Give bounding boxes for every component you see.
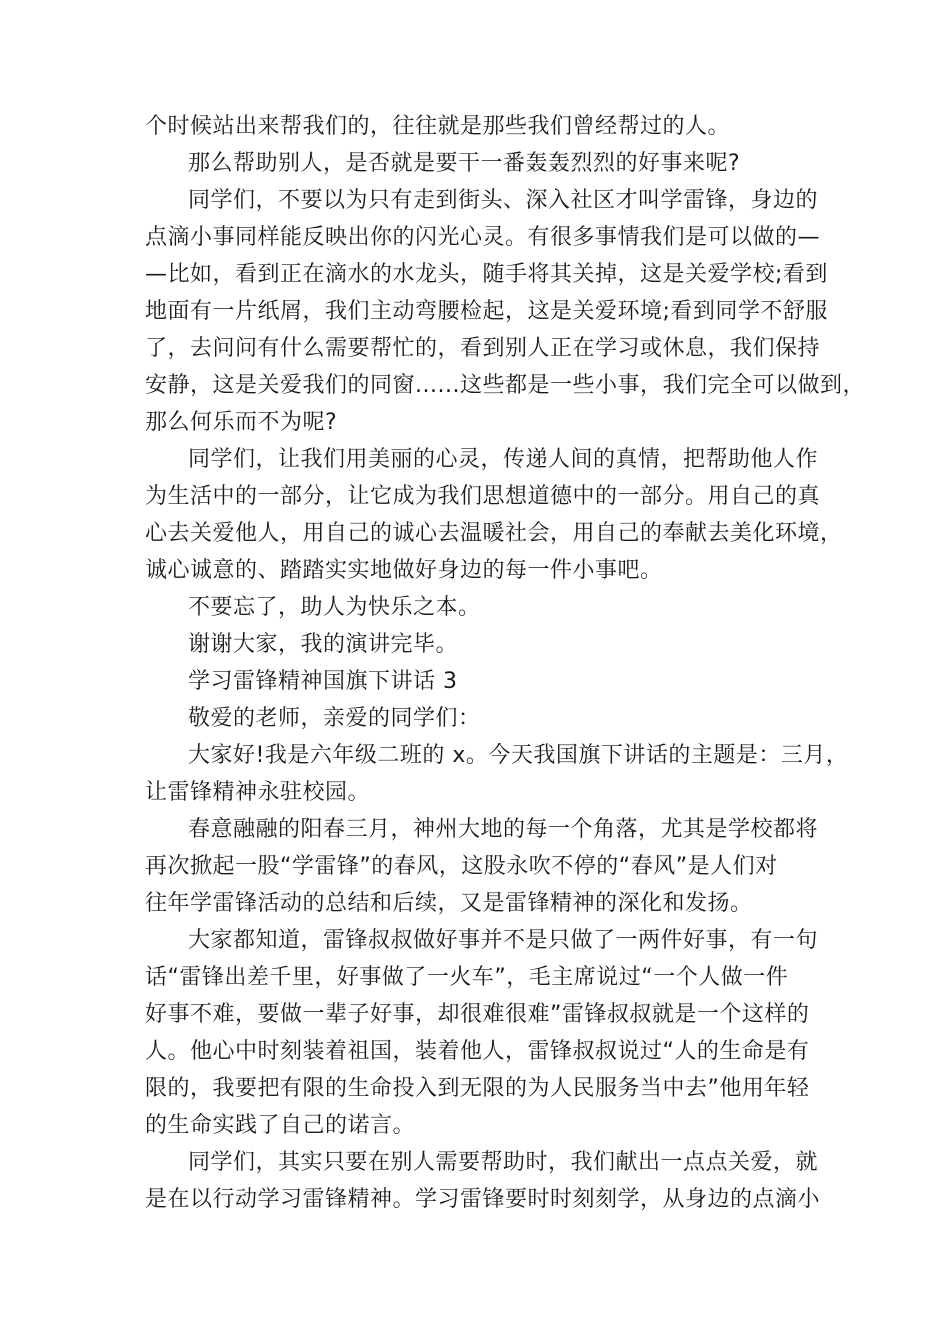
- text-line: 人。他心中时刻装着祖国，装着他人，雷锋叔叔说过“人的生命是有: [145, 1039, 810, 1064]
- text-line: 心去关爱他人，用自己的诚心去温暖社会，用自己的奉献去美化环境，: [145, 521, 843, 546]
- text-line: 安静，这是关爱我们的同窗......这些都是一些小事，我们完全可以做到，: [145, 373, 865, 398]
- text-line: 大家好!我是六年级二班的 x。今天我国旗下讲话的主题是：三月，: [188, 743, 849, 768]
- text-line: 那么帮助别人，是否就是要干一番轰轰烈烈的好事来呢?: [188, 151, 741, 176]
- text-line: 限的，我要把有限的生命投入到无限的为人民服务当中去”他用年轻: [145, 1076, 810, 1101]
- text-line: —比如，看到正在滴水的水龙头，随手将其关掉，这是关爱学校;看到: [145, 262, 828, 287]
- text-line: 地面有一片纸屑，我们主动弯腰检起，这是关爱环境;看到同学不舒服: [145, 299, 828, 324]
- text-line: 让雷锋精神永驻校园。: [145, 780, 371, 805]
- text-line: 了，去问问有什么需要帮忙的，看到别人正在学习或休息，我们保持: [145, 336, 821, 361]
- text-line: 为生活中的一部分，让它成为我们思想道德中的一部分。用自己的真: [145, 484, 821, 509]
- text-line: 好事不难，要做一辈子好事，却很难很难”雷锋叔叔就是一个这样的: [145, 1002, 810, 1027]
- text-line: 点滴小事同样能反映出你的闪光心灵。有很多事情我们是可以做的—: [145, 225, 821, 250]
- text-line: 春意融融的阳春三月，神州大地的每一个角落，尤其是学校都将: [188, 817, 819, 842]
- section-heading: 学习雷锋精神国旗下讲话 3: [188, 669, 458, 694]
- text-line: 是在以行动学习雷锋精神。学习雷锋要时时刻刻学，从身边的点滴小: [145, 1187, 821, 1212]
- text-line: 的生命实践了自己的诺言。: [145, 1113, 416, 1138]
- text-line: 话“雷锋出差千里，好事做了一火车”，毛主席说过“一个人做一件: [145, 965, 789, 990]
- text-line: 往年学雷锋活动的总结和后续，又是雷锋精神的深化和发扬。: [145, 891, 753, 916]
- text-line: 个时候站出来帮我们的，往往就是那些我们曾经帮过的人。: [145, 114, 731, 139]
- text-line: 同学们，其实只要在别人需要帮助时，我们献出一点点关爱，就: [188, 1150, 819, 1175]
- text-line: 再次掀起一股“学雷锋”的春风，这股永吹不停的“春风”是人们对: [145, 854, 778, 879]
- text-line: 谢谢大家，我的演讲完毕。: [188, 632, 459, 657]
- text-line: 同学们，让我们用美丽的心灵，传递人间的真情，把帮助他人作: [188, 447, 819, 472]
- text-line: 不要忘了，助人为快乐之本。: [188, 595, 481, 620]
- text-line: 诚心诚意的、踏踏实实地做好身边的每一件小事吧。: [145, 558, 663, 583]
- text-line: 同学们，不要以为只有走到街头、深入社区才叫学雷锋，身边的: [188, 188, 819, 213]
- text-line: 大家都知道，雷锋叔叔做好事并不是只做了一两件好事，有一句: [188, 928, 819, 953]
- salutation: 敬爱的老师，亲爱的同学们：: [188, 706, 481, 731]
- text-line: 那么何乐而不为呢?: [145, 410, 338, 435]
